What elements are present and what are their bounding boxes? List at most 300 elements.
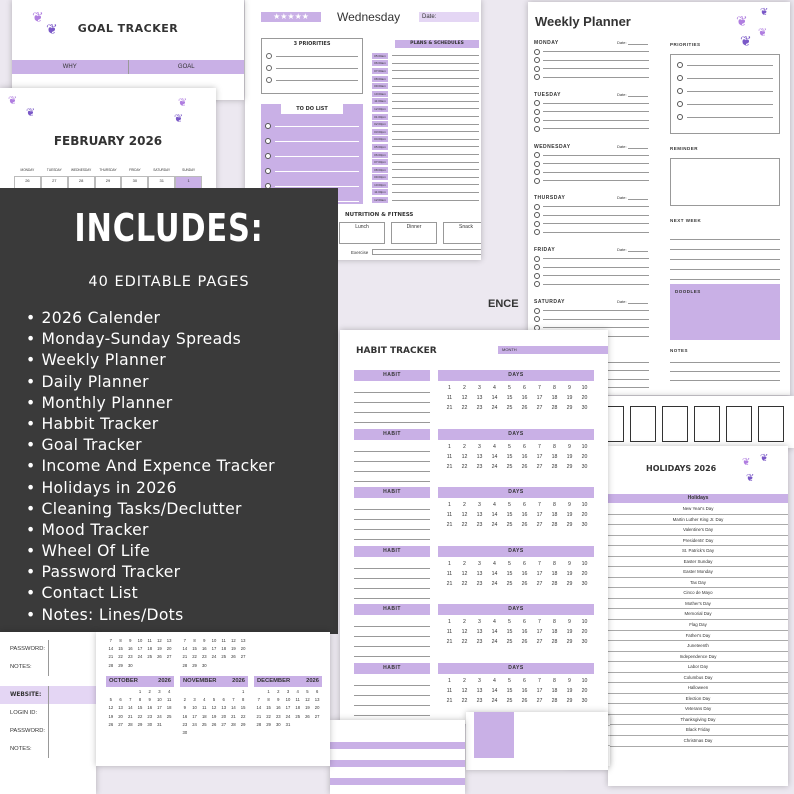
day-number[interactable]: 11 xyxy=(446,453,453,460)
day-number[interactable]: 15 xyxy=(506,512,513,519)
day-number[interactable]: 25 xyxy=(506,405,513,411)
day-number[interactable]: 12 xyxy=(461,570,468,577)
day-number[interactable]: 22 xyxy=(461,405,468,411)
checkbox[interactable] xyxy=(534,178,540,184)
day-number[interactable]: 7 xyxy=(538,560,541,567)
holiday-row[interactable]: Mother's Day xyxy=(608,599,788,610)
day-number[interactable]: 1 xyxy=(448,619,451,626)
day-number[interactable]: 18 xyxy=(551,453,558,460)
day-number[interactable]: 29 xyxy=(566,463,573,470)
day-number[interactable]: 17 xyxy=(536,629,543,636)
day-number[interactable]: 10 xyxy=(581,678,588,684)
schedule-row[interactable] xyxy=(372,136,479,144)
day-number[interactable]: 15 xyxy=(506,688,513,694)
rating-stars[interactable]: ★★★★★ xyxy=(261,12,321,22)
holiday-row[interactable]: Easter Monday xyxy=(608,567,788,578)
field-input[interactable] xyxy=(48,740,96,758)
date-line[interactable] xyxy=(628,199,648,200)
day-number[interactable]: 3 xyxy=(478,385,481,391)
habit-lines[interactable] xyxy=(354,500,430,540)
schedule-row[interactable] xyxy=(372,166,479,174)
task-line[interactable] xyxy=(543,163,649,164)
day-number[interactable]: 21 xyxy=(446,698,453,704)
schedule-row[interactable] xyxy=(372,98,479,106)
day-number[interactable]: 21 xyxy=(446,639,453,646)
schedule-row[interactable] xyxy=(372,82,479,90)
task-line[interactable] xyxy=(543,327,649,328)
day-number[interactable]: 30 xyxy=(581,698,588,704)
checkbox[interactable] xyxy=(534,117,540,123)
month-field[interactable]: MONTH xyxy=(498,346,608,354)
task-line[interactable] xyxy=(543,284,649,285)
day-number[interactable]: 30 xyxy=(581,580,588,587)
day-number[interactable]: 1 xyxy=(448,385,451,391)
day-number[interactable]: 30 xyxy=(581,463,588,470)
holiday-row[interactable]: Labor Day xyxy=(608,662,788,673)
day-number[interactable]: 24 xyxy=(491,405,498,411)
day-number[interactable]: 13 xyxy=(476,570,483,577)
schedule-row[interactable] xyxy=(372,151,479,159)
day-number[interactable]: 4 xyxy=(493,502,496,509)
day-number[interactable]: 29 xyxy=(566,522,573,529)
day-number[interactable]: 10 xyxy=(581,502,588,509)
schedule-row[interactable] xyxy=(372,128,479,136)
checkbox[interactable] xyxy=(266,65,272,71)
holiday-row[interactable]: New Year's Day xyxy=(608,504,788,515)
holiday-row[interactable]: Halloween xyxy=(608,683,788,694)
checkbox[interactable] xyxy=(265,153,271,159)
holiday-row[interactable]: Christmas Day xyxy=(608,736,788,747)
checkbox[interactable] xyxy=(534,126,540,132)
day-number[interactable]: 16 xyxy=(521,453,528,460)
day-number[interactable]: 10 xyxy=(581,443,588,450)
task-line[interactable] xyxy=(543,120,649,121)
day-number[interactable]: 8 xyxy=(553,560,556,567)
day-number[interactable]: 22 xyxy=(461,522,468,529)
day-number[interactable]: 10 xyxy=(581,560,588,567)
day-cell[interactable]: 28 xyxy=(68,176,95,190)
schedule-row[interactable] xyxy=(372,60,479,68)
holiday-row[interactable]: Black Friday xyxy=(608,725,788,736)
day-number[interactable]: 14 xyxy=(491,395,498,401)
day-number[interactable]: 20 xyxy=(581,570,588,577)
checkbox[interactable] xyxy=(534,100,540,106)
day-number[interactable]: 11 xyxy=(446,629,453,636)
day-number[interactable]: 23 xyxy=(476,580,483,587)
day-number[interactable]: 26 xyxy=(521,580,528,587)
day-number[interactable]: 16 xyxy=(521,512,528,519)
checkbox[interactable] xyxy=(534,66,540,72)
day-number[interactable]: 23 xyxy=(476,698,483,704)
task-line[interactable] xyxy=(543,319,649,320)
habit-lines[interactable] xyxy=(354,559,430,599)
day-number[interactable]: 6 xyxy=(523,502,526,509)
day-number[interactable]: 9 xyxy=(568,619,571,626)
day-number[interactable]: 7 xyxy=(538,443,541,450)
day-number[interactable]: 25 xyxy=(506,639,513,646)
day-number[interactable]: 4 xyxy=(493,560,496,567)
day-number[interactable]: 20 xyxy=(581,688,588,694)
day-number[interactable]: 6 xyxy=(523,385,526,391)
day-number[interactable]: 23 xyxy=(476,405,483,411)
schedule-row[interactable] xyxy=(372,52,479,60)
day-number[interactable]: 12 xyxy=(461,453,468,460)
day-number[interactable]: 6 xyxy=(523,443,526,450)
day-number[interactable]: 24 xyxy=(491,522,498,529)
day-number[interactable]: 23 xyxy=(476,463,483,470)
day-number[interactable]: 21 xyxy=(446,405,453,411)
task-line[interactable] xyxy=(543,267,649,268)
day-number[interactable]: 6 xyxy=(523,560,526,567)
day-number[interactable]: 28 xyxy=(551,405,558,411)
day-number[interactable]: 25 xyxy=(506,580,513,587)
task-line[interactable] xyxy=(543,128,649,129)
day-number[interactable]: 22 xyxy=(461,639,468,646)
day-number[interactable]: 16 xyxy=(521,395,528,401)
checkbox[interactable] xyxy=(266,77,272,83)
day-number[interactable]: 24 xyxy=(491,580,498,587)
checkbox[interactable] xyxy=(534,281,540,287)
checkbox[interactable] xyxy=(265,168,271,174)
day-number[interactable]: 21 xyxy=(446,522,453,529)
day-number[interactable]: 5 xyxy=(508,560,511,567)
day-number[interactable]: 29 xyxy=(566,639,573,646)
checkbox[interactable] xyxy=(677,114,683,120)
holiday-row[interactable]: Easter Sunday xyxy=(608,557,788,568)
checkbox[interactable] xyxy=(677,62,683,68)
date-line[interactable] xyxy=(628,96,648,97)
day-number[interactable]: 12 xyxy=(461,688,468,694)
day-number[interactable]: 8 xyxy=(553,502,556,509)
day-number[interactable]: 13 xyxy=(476,688,483,694)
day-number[interactable]: 20 xyxy=(581,453,588,460)
field-input[interactable] xyxy=(48,704,96,722)
day-number[interactable]: 29 xyxy=(566,698,573,704)
checkbox[interactable] xyxy=(534,152,540,158)
day-number[interactable]: 16 xyxy=(521,629,528,636)
day-number[interactable]: 28 xyxy=(551,522,558,529)
habit-lines[interactable] xyxy=(354,383,430,423)
day-number[interactable]: 9 xyxy=(568,502,571,509)
day-number[interactable]: 7 xyxy=(538,502,541,509)
habit-lines[interactable] xyxy=(354,617,430,657)
day-number[interactable]: 26 xyxy=(521,405,528,411)
checkbox[interactable] xyxy=(534,256,540,262)
schedule-row[interactable] xyxy=(372,158,479,166)
schedule-row[interactable] xyxy=(372,105,479,113)
day-number[interactable]: 22 xyxy=(461,698,468,704)
day-number[interactable]: 8 xyxy=(553,619,556,626)
schedule-row[interactable] xyxy=(372,113,479,121)
holiday-row[interactable]: Columbus Day xyxy=(608,673,788,684)
day-number[interactable]: 10 xyxy=(581,619,588,626)
holiday-row[interactable]: St. Patrick's Day xyxy=(608,546,788,557)
meal-box[interactable]: Lunch xyxy=(339,222,385,244)
day-number[interactable]: 26 xyxy=(521,698,528,704)
day-number[interactable]: 22 xyxy=(461,463,468,470)
day-number[interactable]: 11 xyxy=(446,688,453,694)
day-number[interactable]: 29 xyxy=(566,580,573,587)
day-number[interactable]: 14 xyxy=(491,570,498,577)
day-number[interactable]: 28 xyxy=(551,580,558,587)
day-number[interactable]: 19 xyxy=(566,629,573,636)
day-number[interactable]: 17 xyxy=(536,570,543,577)
schedule-row[interactable] xyxy=(372,67,479,75)
day-cell[interactable]: 30 xyxy=(121,176,148,190)
day-number[interactable]: 14 xyxy=(491,453,498,460)
meal-box[interactable]: Snack xyxy=(443,222,481,244)
day-number[interactable]: 11 xyxy=(446,512,453,519)
day-number[interactable]: 8 xyxy=(553,385,556,391)
task-line[interactable] xyxy=(543,258,649,259)
checkbox[interactable] xyxy=(534,49,540,55)
day-number[interactable]: 13 xyxy=(476,629,483,636)
checkbox[interactable] xyxy=(265,123,271,129)
checkbox[interactable] xyxy=(534,74,540,80)
day-number[interactable]: 7 xyxy=(538,385,541,391)
day-cell[interactable]: 29 xyxy=(95,176,122,190)
date-line[interactable] xyxy=(628,148,648,149)
holiday-row[interactable]: Presidents' Day xyxy=(608,536,788,547)
day-number[interactable]: 2 xyxy=(463,560,466,567)
checkbox[interactable] xyxy=(677,101,683,107)
day-number[interactable]: 19 xyxy=(566,570,573,577)
day-number[interactable]: 8 xyxy=(553,443,556,450)
checkbox[interactable] xyxy=(534,273,540,279)
task-line[interactable] xyxy=(543,60,649,61)
holiday-row[interactable]: Thanksgiving Day xyxy=(608,715,788,726)
task-line[interactable] xyxy=(543,68,649,69)
day-number[interactable]: 18 xyxy=(551,512,558,519)
day-number[interactable]: 17 xyxy=(536,395,543,401)
holiday-row[interactable]: Tax Day xyxy=(608,578,788,589)
day-number[interactable]: 5 xyxy=(508,502,511,509)
checkbox[interactable] xyxy=(534,204,540,210)
day-number[interactable]: 19 xyxy=(566,395,573,401)
schedule-row[interactable] xyxy=(372,75,479,83)
holiday-row[interactable]: Martin Luther King Jr. Day xyxy=(608,515,788,526)
date-line[interactable] xyxy=(628,44,648,45)
checkbox[interactable] xyxy=(534,316,540,322)
day-cell[interactable]: 27 xyxy=(41,176,68,190)
doodles-box[interactable] xyxy=(670,284,780,340)
day-number[interactable]: 28 xyxy=(551,698,558,704)
day-number[interactable]: 21 xyxy=(446,580,453,587)
checkbox[interactable] xyxy=(677,88,683,94)
field-input[interactable] xyxy=(48,722,96,740)
task-line[interactable] xyxy=(543,223,649,224)
day-number[interactable]: 9 xyxy=(568,443,571,450)
day-number[interactable]: 20 xyxy=(581,629,588,636)
day-number[interactable]: 4 xyxy=(493,443,496,450)
day-number[interactable]: 8 xyxy=(553,678,556,684)
day-number[interactable]: 30 xyxy=(581,522,588,529)
holiday-row[interactable]: Valentine's Day xyxy=(608,525,788,536)
checkbox[interactable] xyxy=(534,169,540,175)
holiday-row[interactable]: Election Day xyxy=(608,694,788,705)
habit-lines[interactable] xyxy=(354,676,430,716)
day-number[interactable]: 14 xyxy=(491,629,498,636)
day-cell[interactable]: 26 xyxy=(14,176,41,190)
day-number[interactable]: 17 xyxy=(536,688,543,694)
checkbox[interactable] xyxy=(266,53,272,59)
meal-box[interactable]: Dinner xyxy=(391,222,437,244)
holiday-row[interactable]: Veterans Day xyxy=(608,704,788,715)
day-number[interactable]: 13 xyxy=(476,453,483,460)
checkbox[interactable] xyxy=(534,161,540,167)
holiday-row[interactable]: Cinco de Mayo xyxy=(608,588,788,599)
day-number[interactable]: 25 xyxy=(506,698,513,704)
day-number[interactable]: 1 xyxy=(448,678,451,684)
day-number[interactable]: 24 xyxy=(491,639,498,646)
task-line[interactable] xyxy=(543,77,649,78)
day-number[interactable]: 15 xyxy=(506,395,513,401)
day-number[interactable]: 17 xyxy=(536,453,543,460)
day-number[interactable]: 15 xyxy=(506,629,513,636)
day-number[interactable]: 26 xyxy=(521,463,528,470)
date-line[interactable] xyxy=(628,303,648,304)
day-number[interactable]: 3 xyxy=(478,619,481,626)
day-number[interactable]: 6 xyxy=(523,619,526,626)
day-number[interactable]: 4 xyxy=(493,619,496,626)
day-number[interactable]: 4 xyxy=(493,678,496,684)
day-number[interactable]: 6 xyxy=(523,678,526,684)
day-cell[interactable]: 31 xyxy=(148,176,175,190)
day-number[interactable]: 19 xyxy=(566,453,573,460)
day-number[interactable]: 23 xyxy=(476,639,483,646)
day-number[interactable]: 2 xyxy=(463,385,466,391)
day-number[interactable]: 1 xyxy=(448,560,451,567)
checkbox[interactable] xyxy=(534,221,540,227)
holiday-row[interactable]: Flag Day xyxy=(608,620,788,631)
day-number[interactable]: 3 xyxy=(478,678,481,684)
task-line[interactable] xyxy=(543,215,649,216)
day-number[interactable]: 15 xyxy=(506,453,513,460)
day-number[interactable]: 16 xyxy=(521,688,528,694)
habit-lines[interactable] xyxy=(354,442,430,482)
day-number[interactable]: 7 xyxy=(538,619,541,626)
day-number[interactable]: 12 xyxy=(461,395,468,401)
checkbox[interactable] xyxy=(534,212,540,218)
task-line[interactable] xyxy=(543,172,649,173)
day-number[interactable]: 3 xyxy=(478,502,481,509)
day-number[interactable]: 18 xyxy=(551,629,558,636)
day-number[interactable]: 13 xyxy=(476,395,483,401)
checkbox[interactable] xyxy=(534,229,540,235)
day-number[interactable]: 18 xyxy=(551,395,558,401)
day-number[interactable]: 1 xyxy=(448,443,451,450)
date-field[interactable]: Date: xyxy=(419,12,479,22)
task-line[interactable] xyxy=(543,51,649,52)
day-number[interactable]: 12 xyxy=(461,629,468,636)
schedule-row[interactable] xyxy=(372,181,479,189)
day-number[interactable]: 26 xyxy=(521,522,528,529)
day-number[interactable]: 3 xyxy=(478,560,481,567)
day-number[interactable]: 5 xyxy=(508,443,511,450)
day-number[interactable]: 12 xyxy=(461,512,468,519)
holiday-row[interactable]: Juneteenth xyxy=(608,641,788,652)
day-number[interactable]: 5 xyxy=(508,678,511,684)
day-number[interactable]: 11 xyxy=(446,570,453,577)
day-number[interactable]: 10 xyxy=(581,385,588,391)
task-line[interactable] xyxy=(543,310,649,311)
day-number[interactable]: 27 xyxy=(536,463,543,470)
day-number[interactable]: 23 xyxy=(476,522,483,529)
day-number[interactable]: 24 xyxy=(491,463,498,470)
checkbox[interactable] xyxy=(534,308,540,314)
checkbox[interactable] xyxy=(677,75,683,81)
day-number[interactable]: 13 xyxy=(476,512,483,519)
field-input[interactable] xyxy=(48,658,96,676)
task-line[interactable] xyxy=(543,111,649,112)
holiday-row[interactable]: Father's Day xyxy=(608,631,788,642)
day-number[interactable]: 26 xyxy=(521,639,528,646)
day-number[interactable]: 16 xyxy=(521,570,528,577)
day-number[interactable]: 5 xyxy=(508,385,511,391)
day-number[interactable]: 19 xyxy=(566,688,573,694)
day-number[interactable]: 28 xyxy=(551,639,558,646)
task-line[interactable] xyxy=(543,103,649,104)
day-number[interactable]: 18 xyxy=(551,570,558,577)
day-number[interactable]: 3 xyxy=(478,443,481,450)
day-number[interactable]: 14 xyxy=(491,688,498,694)
day-number[interactable]: 21 xyxy=(446,463,453,470)
day-number[interactable]: 20 xyxy=(581,512,588,519)
day-number[interactable]: 4 xyxy=(493,385,496,391)
day-number[interactable]: 5 xyxy=(508,619,511,626)
day-number[interactable]: 19 xyxy=(566,512,573,519)
task-line[interactable] xyxy=(543,180,649,181)
day-number[interactable]: 25 xyxy=(506,522,513,529)
notes-lines[interactable] xyxy=(670,352,780,381)
day-number[interactable]: 28 xyxy=(551,463,558,470)
holiday-row[interactable]: Memorial Day xyxy=(608,609,788,620)
checkbox[interactable] xyxy=(534,109,540,115)
day-number[interactable]: 30 xyxy=(581,405,588,411)
day-number[interactable]: 2 xyxy=(463,502,466,509)
day-number[interactable]: 14 xyxy=(491,512,498,519)
task-line[interactable] xyxy=(543,155,649,156)
day-number[interactable]: 20 xyxy=(581,395,588,401)
day-number[interactable]: 18 xyxy=(551,688,558,694)
day-number[interactable]: 2 xyxy=(463,443,466,450)
day-number[interactable]: 9 xyxy=(568,678,571,684)
schedule-row[interactable] xyxy=(372,143,479,151)
day-number[interactable]: 22 xyxy=(461,580,468,587)
task-line[interactable] xyxy=(543,275,649,276)
day-number[interactable]: 29 xyxy=(566,405,573,411)
checkbox[interactable] xyxy=(265,138,271,144)
day-number[interactable]: 11 xyxy=(446,395,453,401)
holiday-row[interactable]: Independence Day xyxy=(608,652,788,663)
field-input[interactable] xyxy=(48,686,96,704)
day-number[interactable]: 27 xyxy=(536,698,543,704)
day-number[interactable]: 30 xyxy=(581,639,588,646)
day-number[interactable]: 27 xyxy=(536,639,543,646)
day-number[interactable]: 1 xyxy=(448,502,451,509)
next-week-lines[interactable] xyxy=(670,230,780,280)
day-number[interactable]: 7 xyxy=(538,678,541,684)
day-number[interactable]: 27 xyxy=(536,405,543,411)
day-number[interactable]: 25 xyxy=(506,463,513,470)
day-number[interactable]: 24 xyxy=(491,698,498,704)
day-number[interactable]: 9 xyxy=(568,560,571,567)
task-line[interactable] xyxy=(543,232,649,233)
field-input[interactable] xyxy=(48,640,96,658)
checkbox[interactable] xyxy=(534,57,540,63)
task-line[interactable] xyxy=(543,206,649,207)
schedule-row[interactable] xyxy=(372,174,479,182)
